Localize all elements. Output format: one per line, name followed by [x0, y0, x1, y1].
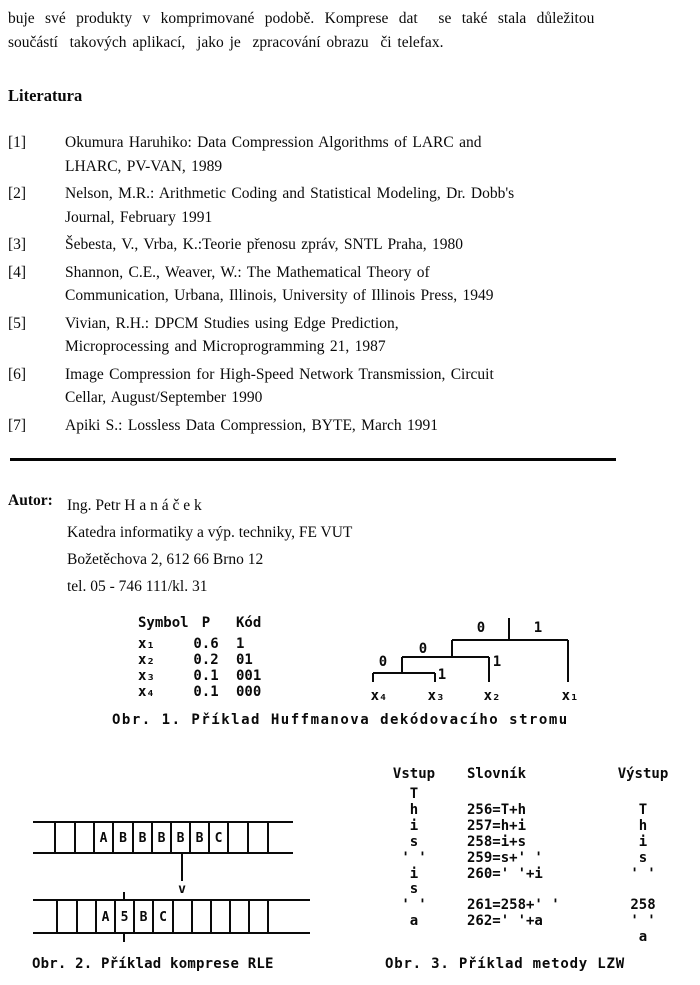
input-cell: h [409, 801, 419, 818]
column-header-symbol: Symbol [138, 615, 189, 631]
rle-bottom-cell-letter: B [139, 910, 148, 925]
leaf-label-x3: x₃ [427, 688, 445, 704]
reference-line: Communication, Urbana, Illinois, University of Illinois Press, 1949 [65, 287, 494, 304]
reference-line: Vivian, R.H.: DPCM Studies using Edge Prediction, [65, 314, 399, 332]
intro-line: součástí takových aplikací, jako je zpracování obrazu či telefax. [8, 34, 444, 51]
leaf-label-x2: x₂ [483, 688, 501, 704]
rle-top-cell-letter: B [119, 831, 127, 846]
reference-line: Journal, February 1991 [65, 208, 213, 226]
dict-cell [443, 882, 607, 898]
output-cell [607, 787, 679, 803]
intro-paragraph [8, 7, 594, 55]
probability-cell: 0.2 [193, 652, 219, 668]
reference-line: Cellar, August/September 1990 [65, 389, 263, 406]
edge-label-0: 0 [378, 654, 388, 670]
output-cell: s [638, 849, 648, 866]
symbol-cell: x₄ [138, 684, 155, 700]
lzw-row [385, 819, 679, 835]
author-phone: tel. 05 - 746 111/kl. 31 [67, 578, 208, 595]
input-cell [385, 930, 443, 946]
output-cell [607, 882, 679, 898]
reference-item [8, 233, 668, 257]
rle-top-cell-letter: B [176, 831, 185, 846]
input-cell: a [409, 913, 419, 930]
lzw-row [385, 914, 679, 930]
dict-cell [443, 930, 607, 946]
reference-number: [4] [8, 263, 27, 281]
output-cell: a [638, 929, 648, 946]
literatura-heading: Literatura [8, 86, 83, 105]
reference-line: Nelson, M.R.: Arithmetic Coding and Statistical Modeling, Dr. Dobb's [65, 185, 515, 202]
lzw-table [385, 766, 679, 946]
symbol-cell: x₃ [138, 668, 155, 684]
reference-line: Shannon, C.E., Weaver, W.: The Mathematical Theory of [65, 263, 430, 281]
author-name: Ing. Petr H a n á č e k [67, 497, 202, 514]
input-cell: s [409, 881, 419, 898]
leaf-label-x1: x₁ [561, 688, 579, 704]
reference-line: Image Compression for High-Speed Network Transmission, Circuit [65, 365, 494, 383]
reference-number: [2] [8, 185, 27, 202]
dict-cell: 261=258+' ' [467, 897, 560, 914]
output-cell: 258 [630, 897, 656, 914]
symbol-cell: x₁ [138, 636, 155, 652]
column-header-p: P [201, 615, 211, 631]
probability-cell: 0.1 [193, 668, 219, 684]
huffman-table-header [138, 615, 261, 631]
output-cell: T [638, 801, 648, 818]
output-cell: h [638, 817, 648, 834]
author-address: Božetěchova 2, 612 66 Brno 12 [67, 551, 264, 568]
rle-bottom-strip [33, 892, 310, 942]
rle-top-cell-letter: C [214, 831, 223, 846]
dict-cell: 257=h+i [467, 817, 527, 834]
output-cell: i [638, 833, 648, 850]
intro-line: buje své produkty v komprimované podobě. Komprese dat se také stala důležitou [8, 10, 595, 27]
input-cell: ' ' [401, 897, 427, 914]
dict-cell: 259=s+' ' [467, 849, 543, 866]
reference-line: LHARC, PV-VAN, 1989 [65, 157, 223, 175]
reference-line: Šebesta, V., Vrba, K.:Teorie přenosu zpráv, SNTL Praha, 1980 [65, 236, 463, 253]
table-row [138, 684, 261, 700]
rle-arrow [178, 853, 186, 897]
table-row [138, 652, 261, 668]
arrow-head-glyph: v [178, 882, 186, 897]
reference-item [8, 414, 668, 438]
figure1-caption: Obr. 1. Příklad Huffmanova dekódovacího stromu [112, 712, 569, 728]
code-cell: 001 [236, 668, 262, 684]
input-cell: i [409, 865, 419, 882]
rle-top-cell-letter: B [138, 831, 147, 846]
dict-cell: 258=i+s [467, 833, 527, 850]
edge-label-0: 0 [418, 641, 428, 657]
rle-bottom-cell-letter: C [159, 910, 167, 925]
dict-cell: 260=' '+i [467, 865, 543, 882]
references-list [8, 131, 668, 441]
leaf-label-x4: x₄ [370, 688, 388, 704]
output-cell: ' ' [630, 865, 656, 882]
reference-item [8, 312, 668, 359]
lzw-row [385, 898, 679, 914]
reference-number: [1] [8, 134, 27, 151]
reference-line: Microprocessing and Microprogramming 21, 1987 [65, 338, 386, 355]
reference-number: [7] [8, 416, 27, 434]
lzw-row [385, 930, 679, 946]
lzw-row [385, 867, 679, 883]
rle-top-cell-letter: B [157, 831, 166, 846]
lzw-row [385, 835, 679, 851]
column-header-kod: Kód [236, 615, 262, 631]
dict-cell: 262=' '+a [467, 913, 543, 930]
reference-item [8, 363, 668, 410]
rle-diagram [30, 815, 320, 950]
code-cell: 000 [236, 684, 262, 700]
reference-item [8, 131, 668, 178]
code-cell: 1 [236, 636, 245, 652]
input-cell: T [409, 786, 419, 802]
edge-label-1: 1 [492, 654, 502, 670]
rle-top-cell-letter: B [195, 831, 204, 846]
dict-cell: 256=T+h [467, 801, 527, 818]
edge-label-1: 1 [533, 620, 543, 636]
author-department: Katedra informatiky a výp. techniky, FE VUT [67, 524, 353, 541]
probability-cell: 0.1 [193, 684, 219, 700]
reference-item [8, 182, 668, 229]
lzw-table-header [385, 766, 679, 782]
huffman-code-table [138, 615, 261, 700]
reference-number: [3] [8, 236, 27, 253]
probability-cell: 0.6 [193, 636, 219, 652]
column-header-vystup: Výstup [617, 766, 669, 782]
reference-item [8, 261, 668, 308]
table-row [138, 668, 261, 684]
input-cell: s [409, 833, 419, 850]
author-label: Autor: [8, 492, 53, 509]
table-row [138, 636, 261, 652]
dict-cell [443, 787, 607, 803]
huffman-tree-diagram [365, 612, 585, 707]
column-header-vstup: Vstup [392, 766, 436, 782]
figure2-caption: Obr. 2. Příklad komprese RLE [32, 956, 274, 972]
author-block [67, 492, 352, 600]
edge-label-1: 1 [437, 667, 447, 683]
input-cell: i [409, 817, 419, 834]
symbol-cell: x₂ [138, 652, 155, 668]
output-cell: ' ' [630, 913, 656, 930]
lzw-row [385, 787, 679, 803]
rle-bottom-cell-letter: 5 [120, 910, 129, 925]
figure3-caption: Obr. 3. Příklad metody LZW [385, 956, 625, 972]
reference-number: [5] [8, 314, 27, 332]
reference-number: [6] [8, 365, 27, 383]
edge-label-0: 0 [476, 620, 486, 636]
rle-top-cell-letter: A [99, 831, 108, 846]
input-cell: ' ' [401, 849, 427, 866]
code-cell: 01 [236, 652, 253, 668]
reference-line: Okumura Haruhiko: Data Compression Algorithms of LARC and [65, 134, 482, 151]
column-header-slovnik: Slovník [467, 766, 527, 782]
rle-bottom-cell-letter: A [101, 910, 110, 925]
lzw-row [385, 882, 679, 898]
lzw-row [385, 803, 679, 819]
reference-line: Apiki S.: Lossless Data Compression, BYTE, March 1991 [65, 416, 439, 434]
separator-line [10, 458, 616, 461]
lzw-row [385, 851, 679, 867]
